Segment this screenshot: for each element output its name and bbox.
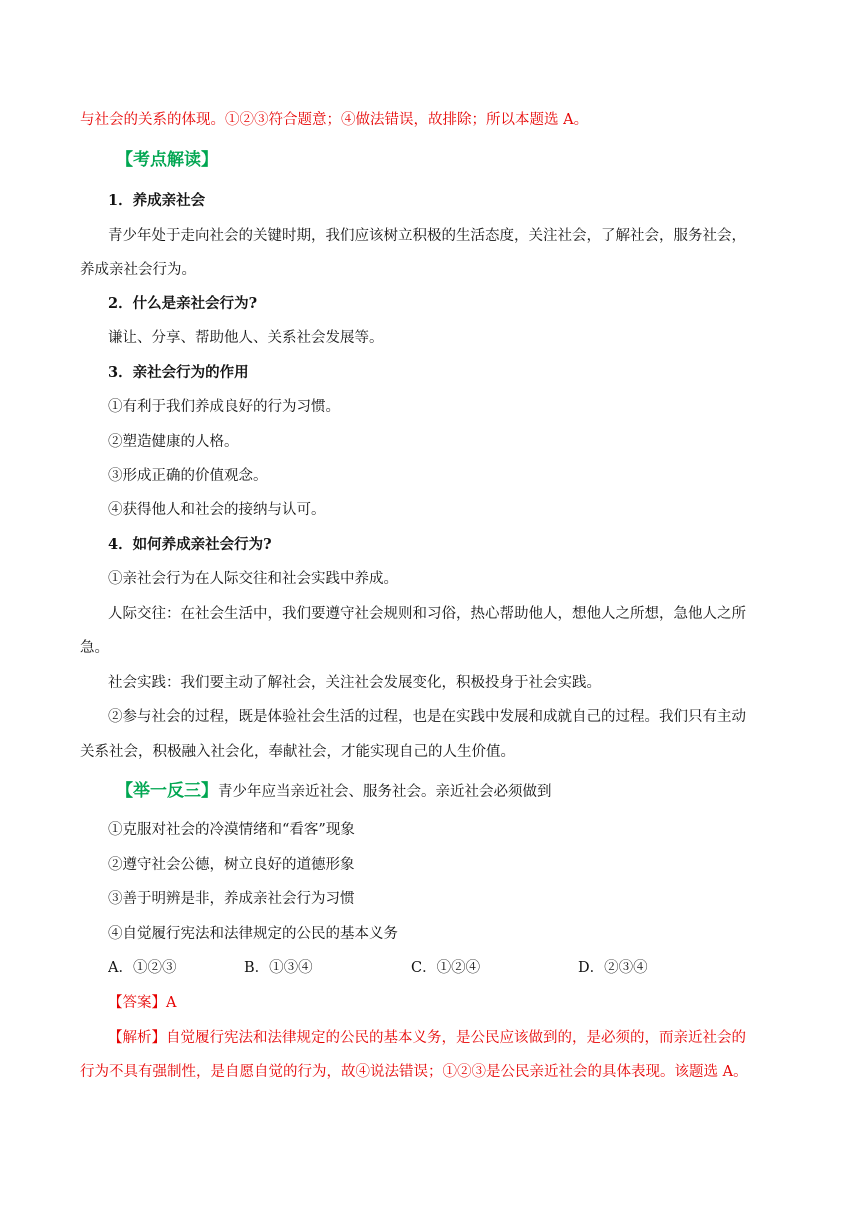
option-a: A．①②③	[108, 960, 177, 976]
point-1-body-line-1: 青少年处于走向社会的关键时期，我们应该树立积极的生活态度，关注社会，了解社会，服务社会，	[108, 228, 746, 244]
answer-label: 【答案】	[108, 995, 166, 1011]
point-4-item-2-line-2: 关系社会，积极融入社会化，奉献社会，才能实现自己的人生价值。	[80, 744, 515, 760]
option-c: C．①②④	[411, 960, 481, 976]
answer-line	[108, 993, 808, 1013]
practice-statement-4: ④自觉履行宪法和法律规定的公民的基本义务	[108, 926, 398, 942]
analysis-line-1	[108, 1028, 808, 1048]
analysis-line-2: 行为不具有强制性，是自愿自觉的行为，故④说法错误；①②③是公民亲近社会的具体表现。该题选 A。	[80, 1064, 748, 1080]
point-2-title: 2．什么是亲社会行为?	[108, 295, 258, 312]
point-4-shijian: 社会实践：我们要主动了解社会，关注社会发展变化，积极投身于社会实践。	[108, 675, 601, 691]
point-2-body: 谦让、分享、帮助他人、关系社会发展等。	[108, 330, 384, 346]
practice-question-line	[116, 779, 796, 803]
analysis-text-1: 自觉履行宪法和法律规定的公民的基本义务，是公民应该做到的，是必须的，而亲近社会的	[166, 1030, 746, 1046]
intro-line: 与社会的关系的体现。①②③符合题意；④做法错误，故排除；所以本题选 A。	[80, 112, 589, 128]
point-1-title: 1．养成亲社会	[108, 192, 206, 209]
practice-statement-2: ②遵守社会公德，树立良好的道德形象	[108, 857, 355, 873]
practice-statement-3: ③善于明辨是非，养成亲社会行为习惯	[108, 891, 355, 907]
point-4-item-1: ①亲社会行为在人际交往和社会实践中养成。	[108, 571, 398, 587]
point-3-title: 3．亲社会行为的作用	[108, 364, 249, 381]
point-3-item-4: ④获得他人和社会的接纳与认可。	[108, 502, 326, 518]
answer-value: A	[166, 995, 177, 1011]
point-3-item-1: ①有利于我们养成良好的行为习惯。	[108, 399, 340, 415]
point-4-title: 4．如何养成亲社会行为?	[108, 536, 272, 553]
point-3-item-2: ②塑造健康的人格。	[108, 434, 239, 450]
practice-statement-1: ①克服对社会的冷漠情绪和“看客”现象	[108, 822, 355, 838]
answer-options	[108, 958, 788, 978]
point-3-item-3: ③形成正确的价值观念。	[108, 468, 268, 484]
point-4-renji-line-1: 人际交往：在社会生活中，我们要遵守社会规则和习俗，热心帮助他人，想他人之所想，急他人之所	[108, 606, 746, 622]
section-heading-kaodian: 【考点解读】	[116, 150, 218, 170]
point-1-body-line-2: 养成亲社会行为。	[80, 262, 196, 278]
option-b: B．①③④	[244, 960, 313, 976]
practice-question: 青少年应当亲近社会、服务社会。亲近社会必须做到	[218, 784, 552, 800]
point-4-renji-line-2: 急。	[80, 640, 109, 656]
section-heading-practice: 【举一反三】	[116, 781, 218, 801]
point-4-item-2-line-1: ②参与社会的过程，既是体验社会生活的过程，也是在实践中发展和成就自己的过程。我们只有主动	[108, 709, 746, 725]
option-d: D．②③④	[578, 960, 648, 976]
analysis-label: 【解析】	[108, 1030, 166, 1046]
